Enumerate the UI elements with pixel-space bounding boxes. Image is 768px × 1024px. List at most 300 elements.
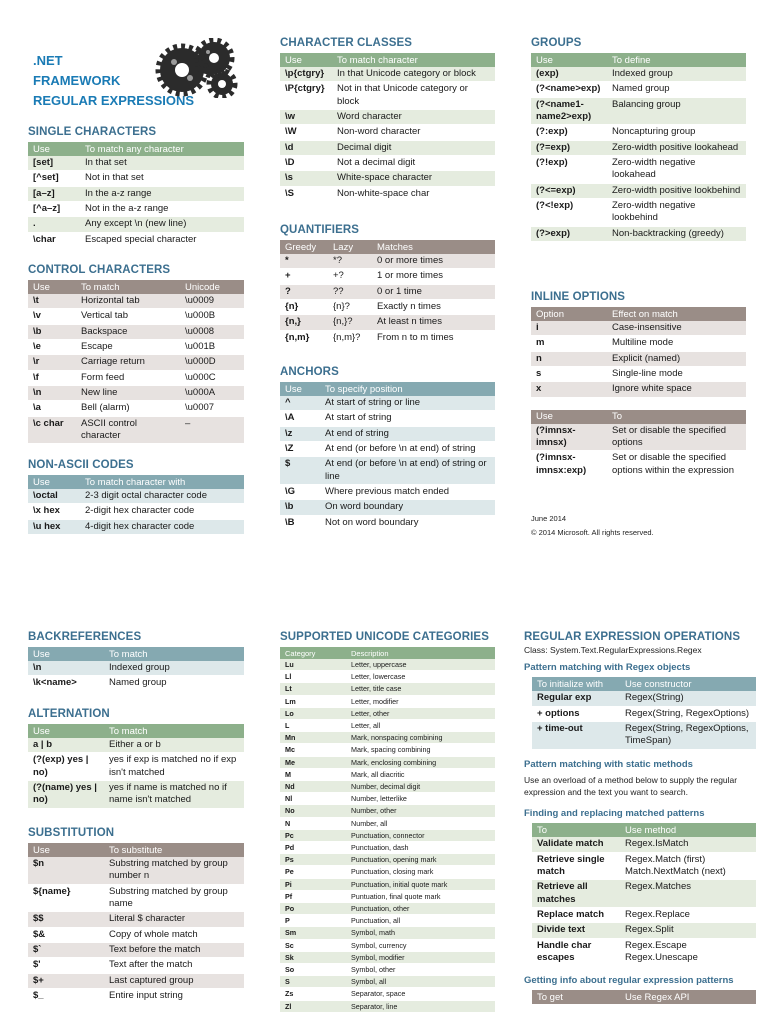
col-to-match: To match character with bbox=[80, 475, 244, 489]
table-row bbox=[280, 756, 495, 768]
cell-description: Symbol, other bbox=[346, 964, 495, 976]
class-line: Class: System.Text.RegularExpressions.Regex bbox=[524, 645, 702, 655]
info-subheading: Getting info about regular expression patterns bbox=[524, 975, 734, 987]
cell-unicode: \u0009 bbox=[180, 294, 244, 309]
cell-category: Pc bbox=[280, 829, 346, 841]
cell-use: [a–z] bbox=[28, 186, 80, 201]
non-ascii-heading: NON-ASCII CODES bbox=[28, 459, 134, 471]
cell-description: Letter, title case bbox=[346, 683, 495, 695]
table-row bbox=[531, 351, 746, 366]
table-row bbox=[280, 720, 495, 732]
col-unicode: Unicode bbox=[180, 280, 244, 294]
col-use: Use bbox=[28, 724, 104, 738]
cell-desc: Substring matched by group name bbox=[104, 884, 244, 912]
table-row bbox=[280, 140, 495, 155]
cell-category: No bbox=[280, 805, 346, 817]
cell-use: \n bbox=[28, 386, 76, 401]
table-row bbox=[280, 903, 495, 915]
cell-description: Puntuation, final quote mark bbox=[346, 890, 495, 902]
cell-desc: Case-insensitive bbox=[607, 321, 746, 336]
cell-category: M bbox=[280, 768, 346, 780]
cell-desc: Vertical tab bbox=[76, 309, 180, 324]
table-row bbox=[280, 330, 495, 345]
cell-desc: Noncapturing group bbox=[607, 125, 746, 140]
table-row bbox=[280, 781, 495, 793]
table-row bbox=[280, 125, 495, 140]
table-row bbox=[28, 884, 244, 912]
cell-use: \r bbox=[28, 355, 76, 370]
cell-to: Validate match bbox=[532, 837, 620, 852]
inline-options-section bbox=[531, 291, 746, 479]
cell-desc: 0 or 1 time bbox=[372, 284, 495, 299]
cell-category: Lt bbox=[280, 683, 346, 695]
groups-section bbox=[531, 37, 746, 242]
col-description: Description bbox=[346, 647, 495, 659]
table-row bbox=[280, 300, 495, 315]
cell-use: (?>exp) bbox=[531, 226, 607, 241]
cell-option: x bbox=[531, 382, 607, 397]
date-text: June 2014 bbox=[531, 514, 567, 523]
cell-use: (?<name1-name2>exp) bbox=[531, 97, 607, 125]
cell-category: Mn bbox=[280, 732, 346, 744]
cell-desc: Set or disable the specified options bbox=[607, 424, 746, 451]
cell-description: Symbol, all bbox=[346, 976, 495, 988]
table-row bbox=[531, 82, 746, 97]
table-row bbox=[531, 226, 746, 241]
cell-desc: Escaped special character bbox=[80, 232, 244, 247]
anchors-section bbox=[280, 366, 495, 531]
cell-use: \d bbox=[280, 140, 332, 155]
cell-desc: Text after the match bbox=[104, 958, 244, 973]
cell-use: a | b bbox=[28, 738, 104, 753]
cell-desc: Set or disable the specified options within the expression bbox=[607, 451, 746, 479]
unicode-categories-section bbox=[280, 631, 495, 1013]
non-ascii-section bbox=[28, 459, 244, 535]
cell-description: Separator, line bbox=[346, 1000, 495, 1012]
table-row bbox=[280, 67, 495, 82]
col-to-match: To match bbox=[76, 280, 180, 294]
cell-category: Lm bbox=[280, 695, 346, 707]
table-row bbox=[280, 82, 495, 110]
cell-to: Handle char escapes bbox=[532, 938, 620, 966]
cell-use: \z bbox=[280, 426, 320, 441]
table-row bbox=[280, 878, 495, 890]
cell-use: (?<name>exp) bbox=[531, 82, 607, 97]
table-row bbox=[280, 866, 495, 878]
col-use: Use bbox=[28, 647, 104, 661]
cell-use: \Z bbox=[280, 442, 320, 457]
col-to: To bbox=[607, 410, 746, 424]
cell-use: \b bbox=[280, 500, 320, 515]
table-row bbox=[28, 504, 244, 519]
cell-desc: Explicit (named) bbox=[607, 351, 746, 366]
table-row bbox=[28, 202, 244, 217]
cell-desc: yes if name is matched no if name isn't matched bbox=[104, 781, 244, 809]
cell-description: Symbol, math bbox=[346, 927, 495, 939]
cell-category: P bbox=[280, 915, 346, 927]
cell-desc: Zero-width negative lookbehind bbox=[607, 199, 746, 227]
cell-desc: Balancing group bbox=[607, 97, 746, 125]
table-row bbox=[532, 908, 756, 923]
cell-category: Zs bbox=[280, 988, 346, 1000]
cell-method: Regex.Matches bbox=[620, 880, 756, 908]
cell-unicode: \u000A bbox=[180, 386, 244, 401]
table-row bbox=[28, 370, 244, 385]
table-row bbox=[28, 217, 244, 232]
replace-subheading: Finding and replacing matched patterns bbox=[524, 808, 705, 820]
cell-desc: Multiline mode bbox=[607, 336, 746, 351]
cell-desc: In that set bbox=[80, 156, 244, 171]
cell-use: \P{ctgry} bbox=[280, 82, 332, 110]
cell-description: Symbol, modifier bbox=[346, 951, 495, 963]
cell-desc: In that Unicode category or block bbox=[332, 67, 495, 82]
cell-use: \S bbox=[280, 186, 332, 201]
table-row bbox=[280, 485, 495, 500]
cell-desc: From n to m times bbox=[372, 330, 495, 345]
col-to-match: To match any character bbox=[80, 142, 244, 156]
table-row bbox=[280, 695, 495, 707]
cell-desc: Named group bbox=[607, 82, 746, 97]
table-row bbox=[28, 355, 244, 370]
cell-lazy: {n,}? bbox=[328, 315, 372, 330]
cell-init: + time-out bbox=[532, 722, 620, 750]
cell-description: Number, letterlike bbox=[346, 793, 495, 805]
table-row bbox=[280, 732, 495, 744]
cell-use: \B bbox=[280, 515, 320, 530]
cell-desc: Zero-width positive lookahead bbox=[607, 140, 746, 155]
cell-category: Pe bbox=[280, 866, 346, 878]
table-row bbox=[280, 939, 495, 951]
table-row bbox=[28, 857, 244, 884]
backreferences-heading: BACKREFERENCES bbox=[28, 631, 142, 643]
cell-ctor: Regex(String, RegexOptions, TimeSpan) bbox=[620, 722, 756, 750]
unicode-categories-table bbox=[280, 647, 495, 1013]
cell-desc: 4-digit hex character code bbox=[80, 519, 244, 534]
cell-use: $n bbox=[28, 857, 104, 884]
table-row bbox=[280, 171, 495, 186]
table-row bbox=[28, 340, 244, 355]
cell-description: Punctuation, all bbox=[346, 915, 495, 927]
cell-description: Punctuation, opening mark bbox=[346, 854, 495, 866]
cell-use: \G bbox=[280, 485, 320, 500]
regex-info-table bbox=[532, 990, 756, 1004]
table-row bbox=[280, 951, 495, 963]
cell-desc: Not in that Unicode category or block bbox=[332, 82, 495, 110]
cell-lazy: {n}? bbox=[328, 300, 372, 315]
cell-desc: Not in that set bbox=[80, 171, 244, 186]
cell-use: $$ bbox=[28, 912, 104, 927]
cell-to: Replace match bbox=[532, 908, 620, 923]
table-row bbox=[280, 457, 495, 485]
cell-use: ${name} bbox=[28, 884, 104, 912]
objects-subheading: Pattern matching with Regex objects bbox=[524, 662, 691, 674]
control-characters-heading: CONTROL CHARACTERS bbox=[28, 264, 171, 276]
table-row bbox=[531, 382, 746, 397]
cell-category: Nd bbox=[280, 781, 346, 793]
col-matches: Matches bbox=[372, 240, 495, 254]
inline-options-use-table bbox=[531, 410, 746, 479]
cell-desc: Text before the match bbox=[104, 943, 244, 958]
alternation-table bbox=[28, 724, 244, 809]
cell-use: $' bbox=[28, 958, 104, 973]
cell-desc: New line bbox=[76, 386, 180, 401]
substitution-table bbox=[28, 843, 244, 1004]
cell-greedy: + bbox=[280, 269, 328, 284]
alternation-section bbox=[28, 708, 244, 809]
cell-category: Ll bbox=[280, 671, 346, 683]
table-row bbox=[28, 386, 244, 401]
table-row bbox=[531, 336, 746, 351]
cell-option: n bbox=[531, 351, 607, 366]
cell-method: Regex.Escape Regex.Unescape bbox=[620, 938, 756, 966]
cell-category: Sm bbox=[280, 927, 346, 939]
table-row bbox=[28, 781, 244, 809]
table-row bbox=[28, 753, 244, 781]
cell-init: + options bbox=[532, 706, 620, 721]
table-row bbox=[28, 294, 244, 309]
table-row bbox=[532, 837, 756, 852]
table-row bbox=[532, 938, 756, 966]
static-note: Use an overload of a method below to supply the regular expression and the text you want to search. bbox=[524, 774, 738, 797]
cell-desc: Copy of whole match bbox=[104, 927, 244, 942]
title-line-3: REGULAR EXPRESSIONS bbox=[33, 93, 195, 108]
table-row bbox=[280, 927, 495, 939]
control-characters-table bbox=[28, 280, 244, 444]
cell-use: \octal bbox=[28, 489, 80, 504]
table-row bbox=[531, 424, 746, 451]
col-effect: Effect on match bbox=[607, 307, 746, 321]
cell-unicode: \u000B bbox=[180, 309, 244, 324]
cell-use: $ bbox=[280, 457, 320, 485]
col-category: Category bbox=[280, 647, 346, 659]
table-row bbox=[28, 401, 244, 416]
table-row bbox=[28, 171, 244, 186]
table-row bbox=[280, 915, 495, 927]
cell-use: \f bbox=[28, 370, 76, 385]
col-to-match: To match bbox=[104, 724, 244, 738]
cell-use: (?:exp) bbox=[531, 125, 607, 140]
cell-to: Divide text bbox=[532, 923, 620, 938]
meta-block bbox=[531, 512, 746, 540]
table-row bbox=[280, 1000, 495, 1012]
cell-category: Pf bbox=[280, 890, 346, 902]
regex-operations-section bbox=[524, 631, 756, 1004]
cell-method: Regex.Replace bbox=[620, 908, 756, 923]
table-row bbox=[280, 964, 495, 976]
cell-desc: Entire input string bbox=[104, 989, 244, 1004]
substitution-section bbox=[28, 827, 244, 1004]
cell-use: $` bbox=[28, 943, 104, 958]
cell-category: L bbox=[280, 720, 346, 732]
cell-desc: Non-word character bbox=[332, 125, 495, 140]
cell-use: \n bbox=[28, 661, 104, 676]
cell-use: (?<=exp) bbox=[531, 183, 607, 198]
table-row bbox=[280, 426, 495, 441]
cell-description: Number, other bbox=[346, 805, 495, 817]
table-row bbox=[28, 489, 244, 504]
cell-to: Retrieve single match bbox=[532, 852, 620, 880]
title-line-1: .NET bbox=[33, 53, 63, 68]
cell-desc: yes if exp is matched no if exp isn't matched bbox=[104, 753, 244, 781]
table-row bbox=[28, 989, 244, 1004]
cell-description: Mark, spacing combining bbox=[346, 744, 495, 756]
cell-use: \A bbox=[280, 411, 320, 426]
cell-description: Separator, space bbox=[346, 988, 495, 1000]
cell-category: Lu bbox=[280, 659, 346, 671]
table-row bbox=[280, 829, 495, 841]
cell-desc: Substring matched by group number n bbox=[104, 857, 244, 884]
table-row bbox=[280, 156, 495, 171]
cell-method: Regex.Split bbox=[620, 923, 756, 938]
col-use: Use bbox=[28, 142, 80, 156]
cell-description: Letter, lowercase bbox=[346, 671, 495, 683]
table-row bbox=[280, 793, 495, 805]
copyright-text: © 2014 Microsoft. All rights reserved. bbox=[531, 528, 654, 537]
cell-use: (?(exp) yes | no) bbox=[28, 753, 104, 781]
table-row bbox=[28, 676, 244, 691]
groups-heading: GROUPS bbox=[531, 37, 582, 49]
cell-use: (?imnsx-imnsx) bbox=[531, 424, 607, 451]
cell-use: (exp) bbox=[531, 67, 607, 82]
table-row bbox=[280, 396, 495, 411]
title-line-2: FRAMEWORK bbox=[33, 73, 121, 88]
unicode-categories-body bbox=[280, 659, 495, 1012]
quantifiers-section bbox=[280, 224, 495, 346]
cell-description: Number, decimal digit bbox=[346, 781, 495, 793]
table-row bbox=[280, 284, 495, 299]
cell-use: (?!exp) bbox=[531, 156, 607, 184]
cell-desc: Last captured group bbox=[104, 973, 244, 988]
cell-desc: On word boundary bbox=[320, 500, 495, 515]
cell-ctor: Regex(String) bbox=[620, 691, 756, 706]
gears-icon bbox=[152, 38, 244, 98]
cell-use: \v bbox=[28, 309, 76, 324]
cell-desc: At start of string or line bbox=[320, 396, 495, 411]
cell-use: $+ bbox=[28, 973, 104, 988]
table-row bbox=[280, 890, 495, 902]
single-characters-heading: SINGLE CHARACTERS bbox=[28, 126, 157, 138]
cell-greedy: {n,} bbox=[280, 315, 328, 330]
cell-description: Mark, enclosing combining bbox=[346, 756, 495, 768]
cell-method: Regex.IsMatch bbox=[620, 837, 756, 852]
anchors-heading: ANCHORS bbox=[280, 366, 339, 378]
col-use: Use bbox=[531, 53, 607, 67]
cell-desc: Not a decimal digit bbox=[332, 156, 495, 171]
cell-desc: Word character bbox=[332, 110, 495, 125]
cell-use: \x hex bbox=[28, 504, 80, 519]
table-row bbox=[280, 976, 495, 988]
cell-category: So bbox=[280, 964, 346, 976]
cell-description: Letter, other bbox=[346, 707, 495, 719]
col-option: Option bbox=[531, 307, 607, 321]
cell-description: Letter, modifier bbox=[346, 695, 495, 707]
col-method: Use method bbox=[620, 823, 756, 837]
col-to-match: To match character bbox=[332, 53, 495, 67]
cell-use: (?=exp) bbox=[531, 140, 607, 155]
cell-use: $& bbox=[28, 927, 104, 942]
cell-description: Number, all bbox=[346, 817, 495, 829]
cell-option: m bbox=[531, 336, 607, 351]
cell-use: \W bbox=[280, 125, 332, 140]
table-row bbox=[280, 515, 495, 530]
cell-use: \p{ctgry} bbox=[280, 67, 332, 82]
cell-use: [set] bbox=[28, 156, 80, 171]
table-row bbox=[280, 988, 495, 1000]
table-row bbox=[531, 199, 746, 227]
backreferences-section bbox=[28, 631, 244, 692]
table-row bbox=[531, 140, 746, 155]
col-greedy: Greedy bbox=[280, 240, 328, 254]
cell-desc: In the a-z range bbox=[80, 186, 244, 201]
character-classes-table bbox=[280, 53, 495, 202]
cell-init: Regular exp bbox=[532, 691, 620, 706]
table-row bbox=[28, 309, 244, 324]
table-row bbox=[28, 912, 244, 927]
table-row bbox=[280, 442, 495, 457]
cell-option: s bbox=[531, 367, 607, 382]
table-row bbox=[28, 186, 244, 201]
cell-desc: Backspace bbox=[76, 324, 180, 339]
cell-category: Lo bbox=[280, 707, 346, 719]
cell-use: \e bbox=[28, 340, 76, 355]
cell-unicode: \u001B bbox=[180, 340, 244, 355]
cell-description: Letter, all bbox=[346, 720, 495, 732]
cell-lazy: {n,m}? bbox=[328, 330, 372, 345]
cell-greedy: * bbox=[280, 254, 328, 269]
cell-use: \a bbox=[28, 401, 76, 416]
col-use: Use bbox=[28, 843, 104, 857]
anchors-table bbox=[280, 382, 495, 531]
cell-description: Mark, all diacritic bbox=[346, 768, 495, 780]
cell-greedy: {n} bbox=[280, 300, 328, 315]
col-to-match: To match bbox=[104, 647, 244, 661]
col-to-get: To get bbox=[532, 990, 620, 1004]
col-use: Use bbox=[28, 475, 80, 489]
character-classes-heading: CHARACTER CLASSES bbox=[280, 37, 413, 49]
table-row bbox=[280, 805, 495, 817]
backreferences-table bbox=[28, 647, 244, 692]
cell-use: \char bbox=[28, 232, 80, 247]
character-classes-section bbox=[280, 37, 495, 202]
cell-desc: Decimal digit bbox=[332, 140, 495, 155]
quantifiers-heading: QUANTIFIERS bbox=[280, 224, 360, 236]
table-row bbox=[280, 842, 495, 854]
cell-use: \w bbox=[280, 110, 332, 125]
cell-desc: Indexed group bbox=[104, 661, 244, 676]
table-row bbox=[280, 854, 495, 866]
cell-desc: Named group bbox=[104, 676, 244, 691]
cell-use: ^ bbox=[280, 396, 320, 411]
table-row bbox=[28, 156, 244, 171]
quantifiers-table bbox=[280, 240, 495, 346]
table-row bbox=[532, 722, 756, 750]
cell-description: Symbol, currency bbox=[346, 939, 495, 951]
cell-use: \t bbox=[28, 294, 76, 309]
table-row bbox=[280, 254, 495, 269]
control-characters-section bbox=[28, 264, 244, 444]
cell-desc: Not on word boundary bbox=[320, 515, 495, 530]
table-row bbox=[280, 110, 495, 125]
cell-category: Me bbox=[280, 756, 346, 768]
cell-desc: Escape bbox=[76, 340, 180, 355]
col-lazy: Lazy bbox=[328, 240, 372, 254]
cell-desc: 1 or more times bbox=[372, 269, 495, 284]
cell-desc: At end of string bbox=[320, 426, 495, 441]
single-characters-section bbox=[28, 126, 244, 248]
table-row bbox=[280, 411, 495, 426]
table-row bbox=[531, 321, 746, 336]
cell-lazy: ?? bbox=[328, 284, 372, 299]
